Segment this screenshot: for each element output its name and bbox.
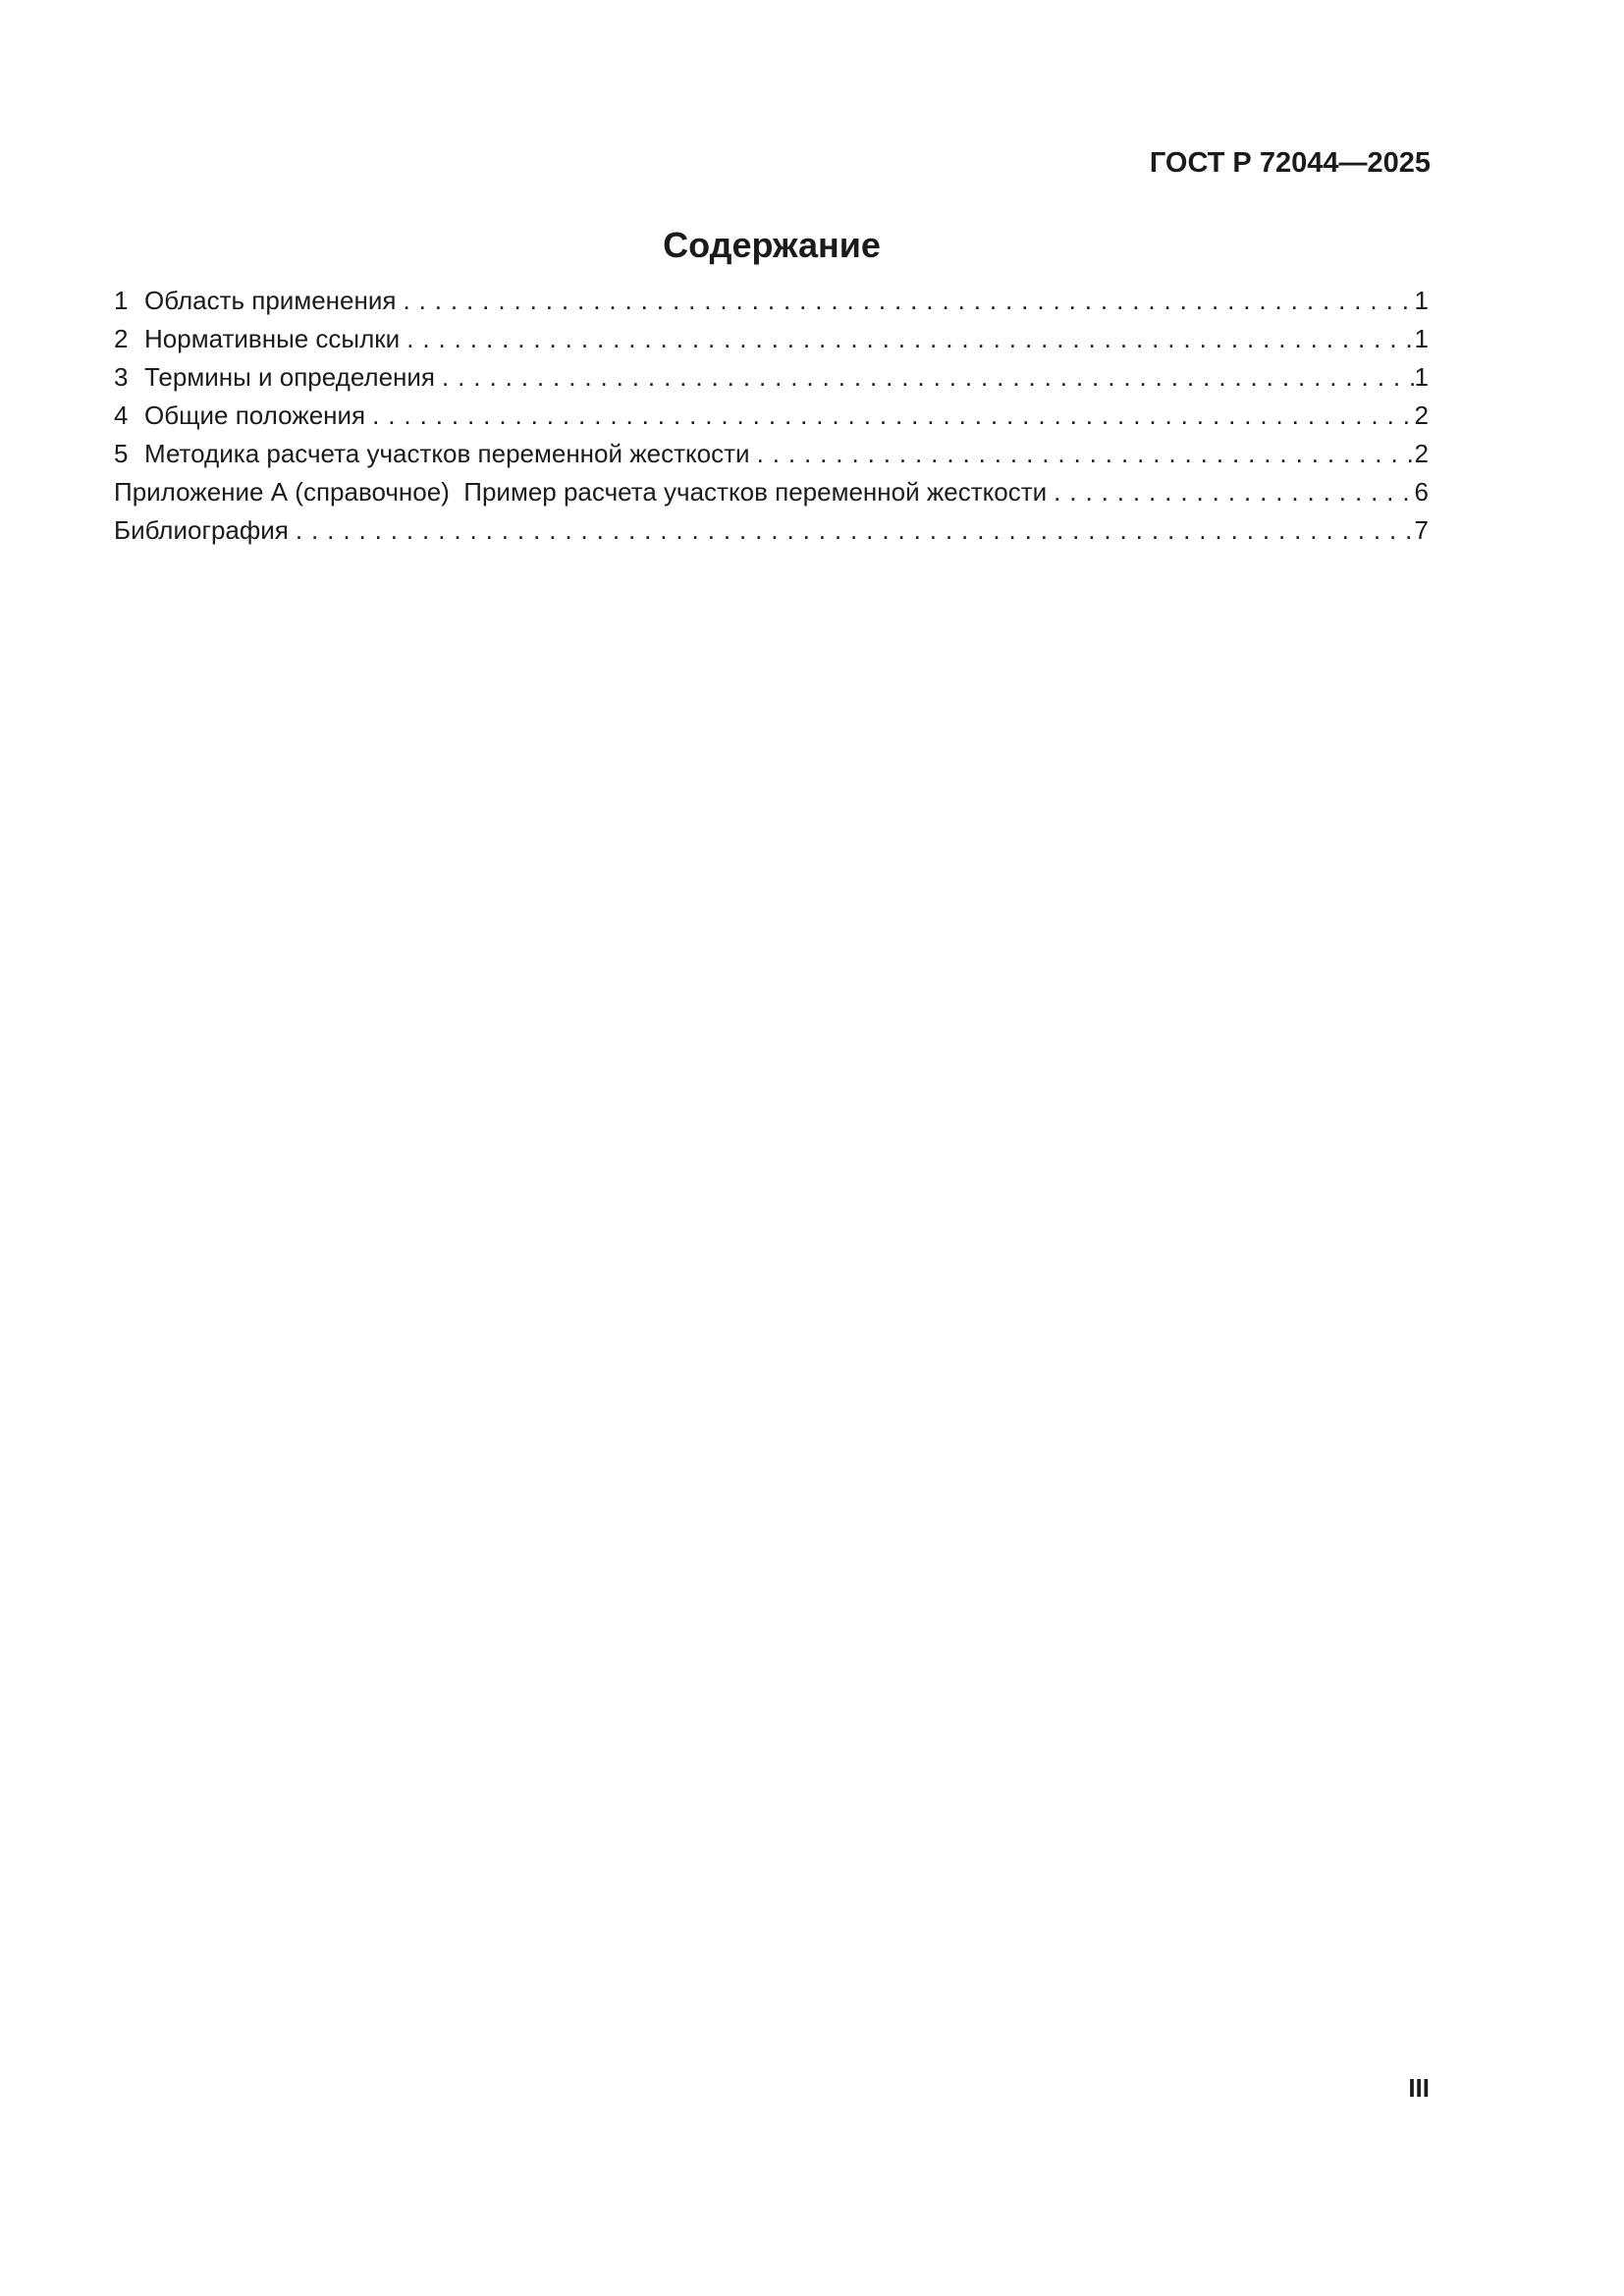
- toc-item-label: Область применения: [144, 286, 397, 315]
- dot-leader: [442, 358, 1415, 397]
- toc-item-page: 1: [1414, 286, 1429, 315]
- toc-row: [114, 397, 1429, 435]
- toc-item-label: Методика расчета участков переменной жесткости: [144, 439, 750, 468]
- toc-item-number: 5: [114, 439, 129, 468]
- page-title: Содержание: [663, 225, 881, 265]
- toc-item-page: 1: [1414, 362, 1429, 392]
- table-of-contents: [114, 282, 1429, 550]
- toc-row: [114, 282, 1429, 320]
- toc-item-label: Общие положения: [144, 400, 366, 430]
- toc-item-label: Приложение А (справочное) Пример расчета участков переменной жесткости: [114, 477, 1048, 507]
- toc-row: [114, 320, 1429, 358]
- toc-item-page: 1: [1414, 324, 1429, 353]
- dot-leader: [403, 282, 1414, 320]
- toc-item-page: 2: [1414, 400, 1429, 430]
- toc-item-label: Нормативные ссылки: [144, 324, 401, 353]
- toc-row: [114, 511, 1429, 550]
- toc-row: [114, 473, 1429, 511]
- document-designation: ГОСТ Р 72044—2025: [1149, 147, 1431, 179]
- toc-item-label: Библиография: [114, 515, 289, 545]
- dot-leader: [296, 511, 1415, 550]
- toc-item-label: Термины и определения: [144, 362, 436, 392]
- dot-leader: [372, 397, 1414, 435]
- toc-row: [114, 435, 1429, 473]
- toc-item-number: 2: [114, 324, 129, 353]
- page-number-folio: III: [1408, 2073, 1430, 2103]
- toc-row: [114, 358, 1429, 397]
- toc-item-page: 6: [1414, 477, 1429, 507]
- dot-leader: [757, 435, 1415, 473]
- dot-leader: [1054, 473, 1414, 511]
- toc-item-page: 2: [1414, 439, 1429, 468]
- toc-item-number: 1: [114, 286, 129, 315]
- toc-item-number: 3: [114, 362, 129, 392]
- toc-item-page: 7: [1414, 515, 1429, 545]
- toc-item-number: 4: [114, 400, 129, 430]
- dot-leader: [406, 320, 1414, 358]
